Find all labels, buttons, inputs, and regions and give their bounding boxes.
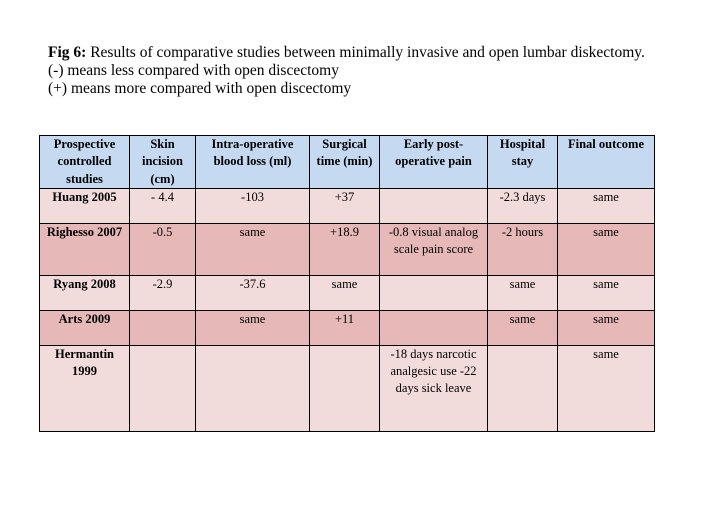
study-name: Hermantin 1999 [40, 345, 130, 431]
cell-blood-loss: -37.6 [196, 275, 310, 310]
cell-final-outcome: same [558, 310, 655, 345]
cell-skin-incision: -2.9 [130, 275, 196, 310]
cell-early-pain [380, 188, 488, 223]
cell-early-pain [380, 275, 488, 310]
cell-blood-loss: same [196, 223, 310, 275]
cell-hospital-stay: -2 hours [488, 223, 558, 275]
cell-skin-incision [130, 310, 196, 345]
header-blood-loss: Intra-operative blood loss (ml) [196, 136, 310, 189]
cell-final-outcome: same [558, 223, 655, 275]
results-table [39, 135, 655, 432]
table-row [40, 310, 655, 345]
header-surgical-time: Surgical time (min) [310, 136, 380, 189]
cell-skin-incision: -0.5 [130, 223, 196, 275]
cell-final-outcome: same [558, 188, 655, 223]
cell-blood-loss [196, 345, 310, 431]
cell-surgical-time [310, 345, 380, 431]
table-header-row [40, 136, 655, 189]
table-row [40, 275, 655, 310]
header-final-outcome: Final outcome [558, 136, 655, 189]
study-name: Righesso 2007 [40, 223, 130, 275]
cell-early-pain: -0.8 visual analog scale pain score [380, 223, 488, 275]
cell-hospital-stay: same [488, 310, 558, 345]
cell-surgical-time: +37 [310, 188, 380, 223]
caption-title-line [48, 44, 668, 62]
cell-hospital-stay [488, 345, 558, 431]
header-studies: Prospective controlled studies [40, 136, 130, 189]
study-name: Ryang 2008 [40, 275, 130, 310]
header-hospital-stay: Hospital stay [488, 136, 558, 189]
cell-early-pain [380, 310, 488, 345]
cell-surgical-time: +18.9 [310, 223, 380, 275]
cell-early-pain: -18 days narcotic analgesic use -22 days sick leave [380, 345, 488, 431]
table-row [40, 223, 655, 275]
cell-skin-incision [130, 345, 196, 431]
legend-note-more: (+) means more compared with open discectomy [48, 80, 352, 97]
table-row [40, 188, 655, 223]
study-name: Huang 2005 [40, 188, 130, 223]
cell-surgical-time: +11 [310, 310, 380, 345]
cell-skin-incision: - 4.4 [130, 188, 196, 223]
figure-title: Results of comparative studies between minimally invasive and open lumbar diskectomy. [86, 44, 645, 61]
cell-final-outcome: same [558, 275, 655, 310]
figure-caption [48, 44, 668, 98]
cell-surgical-time: same [310, 275, 380, 310]
cell-hospital-stay: same [488, 275, 558, 310]
legend-note-less: (-) means less compared with open discectomy [48, 62, 339, 79]
table-row [40, 345, 655, 431]
cell-hospital-stay: -2.3 days [488, 188, 558, 223]
cell-blood-loss: -103 [196, 188, 310, 223]
header-early-pain: Early post-operative pain [380, 136, 488, 189]
figure-label: Fig 6: [48, 44, 87, 61]
header-skin-incision: Skin incision (cm) [130, 136, 196, 189]
cell-final-outcome: same [558, 345, 655, 431]
study-name: Arts 2009 [40, 310, 130, 345]
cell-blood-loss: same [196, 310, 310, 345]
